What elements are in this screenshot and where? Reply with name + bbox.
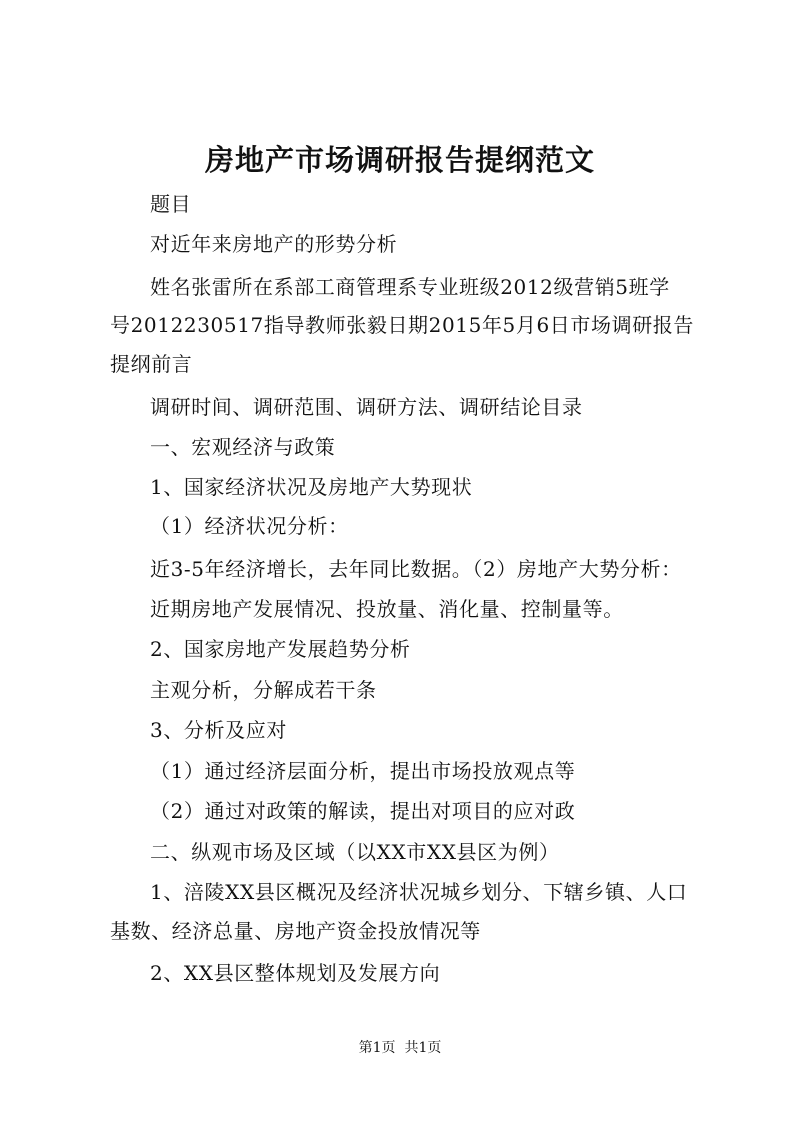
paragraph-line: 近期房地产发展情况、投放量、消化量、控制量等。 bbox=[150, 597, 624, 621]
subsection-heading: 1、国家经济状况及房地产大势现状 bbox=[150, 475, 473, 499]
paragraph-line: 基数、经济总量、房地产资金投放情况等 bbox=[110, 919, 481, 943]
subsection-heading: 2、XX县区整体规划及发展方向 bbox=[150, 961, 441, 985]
paragraph-line: 近3-5年经济增长，去年同比数据。（2）房地产大势分析： bbox=[150, 557, 682, 581]
paragraph-line: 1、涪陵XX县区概况及经济状况城乡划分、下辖乡镇、人口 bbox=[150, 880, 688, 904]
paragraph-line: 号2012230517指导教师张毅日期2015年5月6日市场调研报告 bbox=[110, 313, 694, 337]
page-footer: 第1页 共1页 bbox=[358, 1040, 442, 1056]
paragraph-line: 提纲前言 bbox=[110, 352, 193, 376]
paragraph-line: （1）通过经济层面分析，提出市场投放观点等 bbox=[150, 759, 576, 783]
subsection-heading: 2、国家房地产发展趋势分析 bbox=[150, 637, 411, 661]
paragraph-line: 主观分析，分解成若干条 bbox=[150, 678, 377, 702]
paragraph-line: 姓名张雷所在系部工商管理系专业班级2012级营销5班学 bbox=[150, 275, 670, 299]
section-heading: 一、宏观经济与政策 bbox=[150, 435, 336, 459]
section-heading: 二、纵观市场及区域（以XX市XX县区为例） bbox=[150, 840, 560, 864]
subsection-heading: 3、分析及应对 bbox=[150, 718, 287, 742]
paragraph-line: （2）通过对政策的解读，提出对项目的应对政 bbox=[150, 799, 576, 823]
paragraph-line: 题目 bbox=[150, 192, 192, 216]
paragraph-line: 调研时间、调研范围、调研方法、调研结论目录 bbox=[150, 395, 583, 419]
document-title: 房地产市场调研报告提纲范文 bbox=[204, 143, 595, 177]
paragraph-line: 对近年来房地产的形势分析 bbox=[150, 232, 398, 256]
paragraph-line: （1）经济状况分析： bbox=[150, 514, 349, 538]
